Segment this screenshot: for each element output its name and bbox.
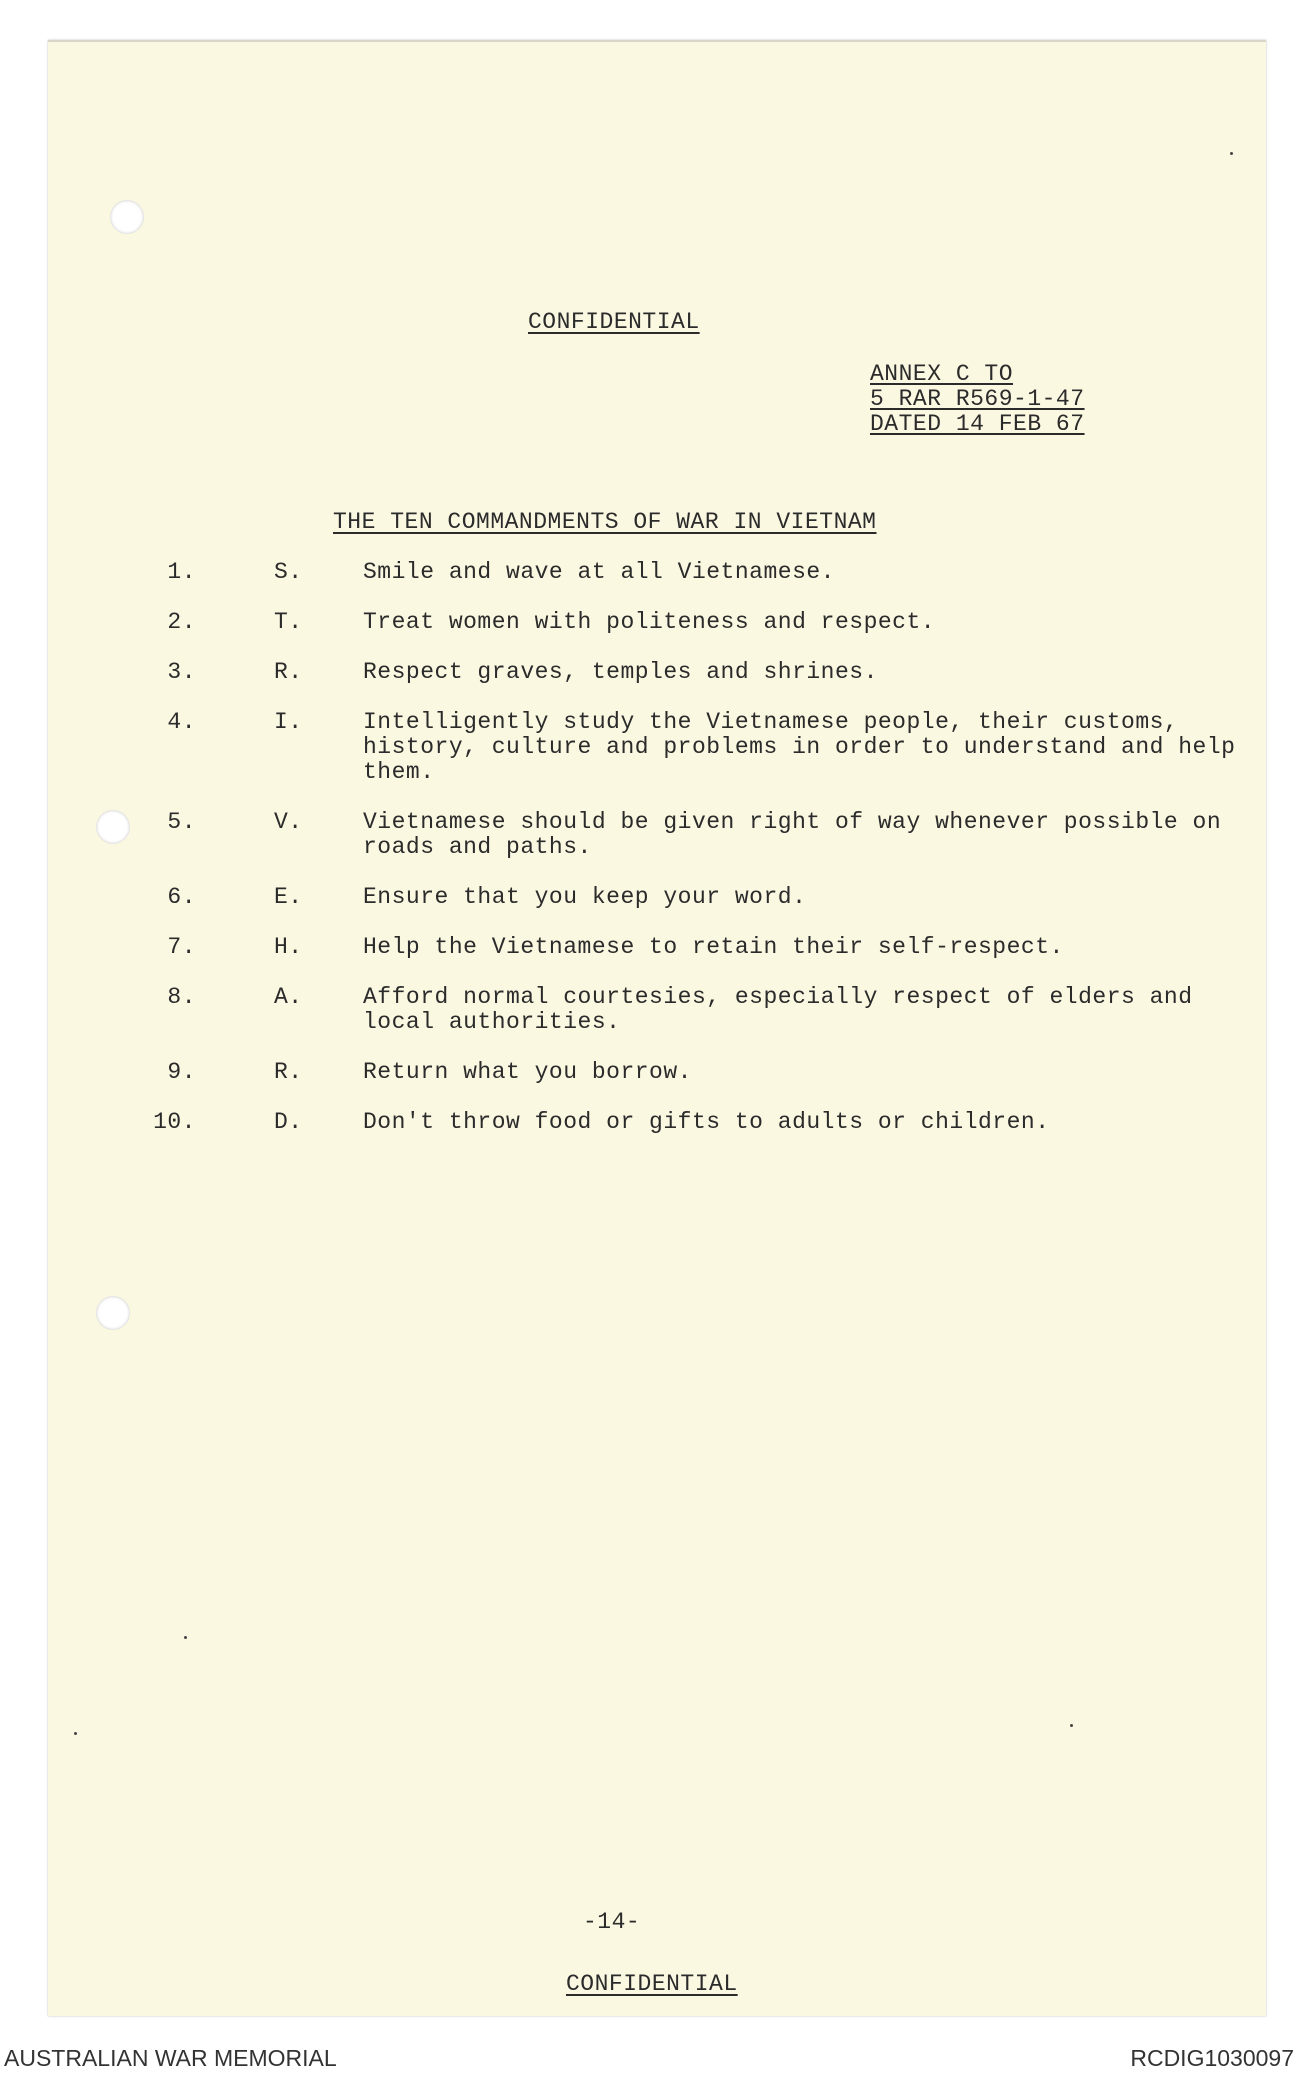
document-page [48, 40, 1266, 2016]
item-letter: H. [274, 934, 303, 960]
archive-id: RCDIG1030097 [1130, 2045, 1294, 2071]
item-number: 5. [167, 809, 196, 835]
item-text: Respect graves, temples and shrines. [363, 659, 878, 685]
item-letter: D. [274, 1109, 303, 1135]
item-letter: E. [274, 884, 303, 910]
item-number: 2. [167, 609, 196, 635]
item-text: Afford normal courtesies, especially respect of elders and local authorities. [363, 984, 1193, 1035]
item-number: 9. [167, 1059, 196, 1085]
item-text: Intelligently study the Vietnamese people, their customs, history, culture and problems in order to understand and help them. [363, 709, 1236, 785]
paper-speck [1230, 152, 1233, 155]
annex-reference [870, 362, 1085, 437]
confidential-footer: CONFIDENTIAL [566, 1971, 738, 1997]
annex-line-2: 5 RAR R569-1-47 [870, 386, 1085, 412]
item-number: 6. [167, 884, 196, 910]
annex-line-1: ANNEX C TO [870, 361, 1014, 387]
item-letter: S. [274, 559, 303, 585]
item-text: Smile and wave at all Vietnamese. [363, 559, 835, 585]
paper-speck [74, 1732, 77, 1735]
item-number: 1. [167, 559, 196, 585]
item-text: Don't throw food or gifts to adults or children. [363, 1109, 1050, 1135]
item-letter: R. [274, 659, 303, 685]
item-letter: A. [274, 984, 303, 1010]
item-letter: V. [274, 809, 303, 835]
item-letter: T. [274, 609, 303, 635]
item-number: 3. [167, 659, 196, 685]
item-letter: R. [274, 1059, 303, 1085]
item-number: 10. [153, 1109, 196, 1135]
page-number: -14- [583, 1909, 641, 1935]
paper-speck [1070, 1724, 1073, 1727]
archive-credit: AUSTRALIAN WAR MEMORIAL [4, 2045, 337, 2071]
punch-hole-bottom [96, 1296, 130, 1330]
item-number: 7. [167, 934, 196, 960]
item-text: Ensure that you keep your word. [363, 884, 807, 910]
confidential-header: CONFIDENTIAL [528, 309, 700, 335]
item-text: Treat women with politeness and respect. [363, 609, 936, 635]
item-number: 8. [167, 984, 196, 1010]
punch-hole-top [110, 200, 144, 234]
item-text: Return what you borrow. [363, 1059, 692, 1085]
item-text: Vietnamese should be given right of way whenever possible on roads and paths. [363, 809, 1222, 860]
item-letter: I. [274, 709, 303, 735]
paper-speck [184, 1636, 187, 1639]
punch-hole-middle [96, 810, 130, 844]
document-title: THE TEN COMMANDMENTS OF WAR IN VIETNAM [333, 509, 877, 535]
item-number: 4. [167, 709, 196, 735]
item-text: Help the Vietnamese to retain their self-respect. [363, 934, 1064, 960]
annex-line-3: DATED 14 FEB 67 [870, 411, 1085, 437]
